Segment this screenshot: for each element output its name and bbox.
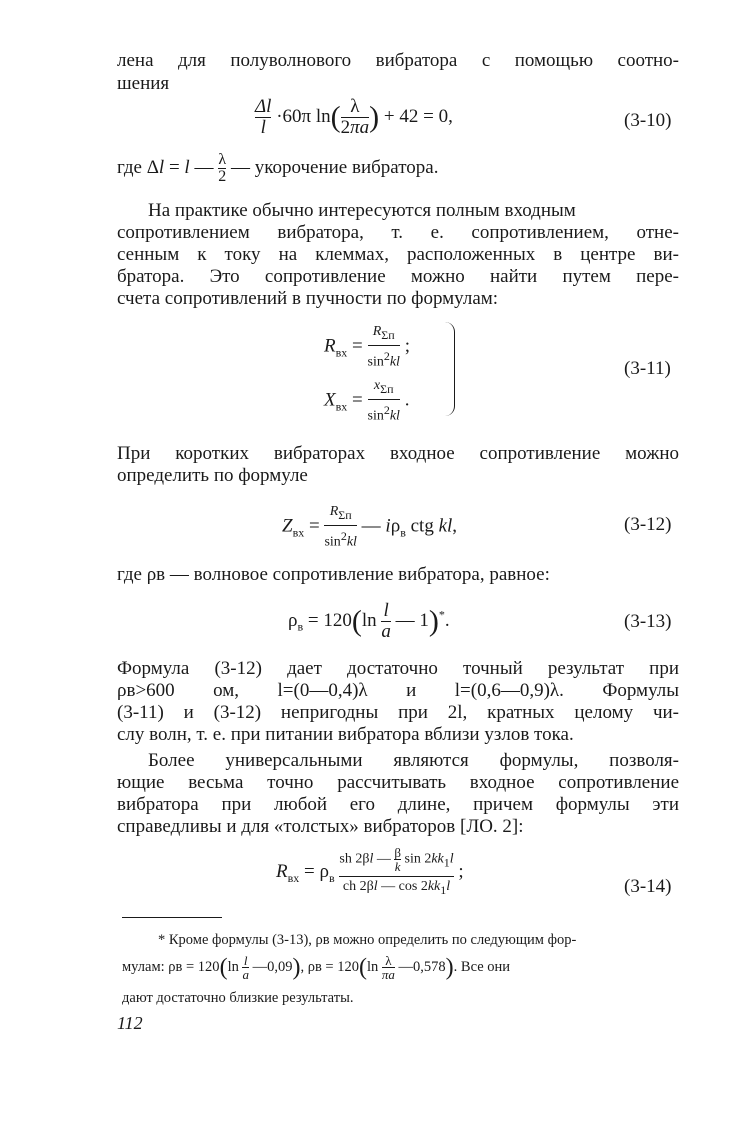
text-fragment: . Все они [453, 958, 511, 975]
equation-number: (3-14) [624, 876, 672, 897]
text-line: сопротивлением вибратора, т. е. сопротивлением, отне- [117, 222, 679, 243]
text-line: вибратора при любой его длине, причем формулы эти [117, 794, 679, 815]
equation-3-12: $Z_{вх}$ = $\frac{R_{\Sigma п}}{\sin^2kl}$ — $i\rho_в$ ctg kl, [282, 502, 457, 552]
text-fragment: —0,09 [252, 958, 293, 975]
equation-number: (3-13) [624, 611, 672, 632]
footnote-line: * Кроме формулы (3-13), ρв можно определить по следующим фор- [158, 932, 577, 948]
text-line: ρв>600 ом, l=(0—0,4)λ и l=(0,6—0,9)λ. Формулы [117, 680, 679, 701]
text-fragment: —0,578 [398, 958, 446, 975]
equation-3-11-second: $X_{вх}$ = $\frac{x_{\Sigma п}}{\sin^2kl}$ . [324, 376, 409, 426]
footnote-separator [122, 917, 222, 918]
text-line: Более универсальными являются формулы, позволя- [148, 750, 679, 771]
equation-3-11-first: $R_{вх}$ = $\frac{R_{\Sigma п}}{\sin^2kl}$ ; [324, 322, 410, 372]
right-brace [442, 322, 455, 416]
text-line: справедливы и для «толстых» вибраторов [ЛО. 2]: [117, 816, 524, 837]
text-line: сенным к току на клеммах, расположенных в центре ви- [117, 244, 679, 265]
text-line: где ρв — волновое сопротивление вибратора, равное: [117, 564, 550, 585]
text-line: (3-11) и (3-12) непригодны при 2l, кратных целому чи- [117, 702, 679, 723]
text-line: где Δl = l — $\frac{\lambda}{2}$ — укорочение вибратора. [117, 151, 439, 185]
text-fragment: — укорочение вибратора. [230, 156, 439, 178]
text-line: слу волн, т. е. при питании вибратора вблизи узлов тока. [117, 724, 574, 745]
equation-3-14: $R_{вх} = \rho_в$ sh 2βl — $\frac{\beta}{k}$ $\sin 2kk_1l$ ch 2βl — $\cos 2kk_1l$ ; [276, 846, 464, 899]
equation-3-13: $\rho_в = 120(\ln$ $\frac{l}{a}$ — 1)*. [288, 600, 450, 642]
text-line: братора. Это сопротивление можно найти путем пере- [117, 266, 679, 287]
equation-number: (3-12) [624, 514, 672, 535]
text-line: счета сопротивлений в пучности по формулам: [117, 288, 499, 309]
equation-number: (3-10) [624, 110, 672, 131]
text-line: определить по формуле [117, 465, 308, 486]
text-line: При коротких вибраторах входное сопротивление можно [117, 443, 679, 464]
text-line: ющие весьма точно рассчитывать входное сопротивление [117, 772, 679, 793]
text-line: Формула (3-12) дает достаточно точный результат при [117, 658, 679, 679]
page-number: 112 [117, 1013, 143, 1033]
footnote-line: дают достаточно близкие результаты. [122, 990, 354, 1006]
equation-number: (3-11) [624, 358, 671, 379]
text-fragment: где Δ [117, 156, 159, 178]
text-line: лена для полуволнового вибратора с помощью соотно- [117, 50, 679, 71]
equation-3-10: $\frac{\Delta l}{l}$ ·60π ln( $\frac{\lambda}{2\pi a}$ ) + 42 = 0, [255, 96, 453, 138]
text-fragment: , ρв = 120 [300, 958, 359, 975]
text-line: На практике обычно интересуются полным входным [148, 200, 576, 221]
footnote-line: мулам: ρв = 120(ln $\frac{l}{a}$ —0,09), ρв = 120(ln $\frac{\lambda}{\pi a}$ —0,578). Все они [122, 953, 511, 982]
text-fragment: мулам: ρв = 120 [122, 958, 220, 975]
text-line: шения [117, 73, 170, 94]
